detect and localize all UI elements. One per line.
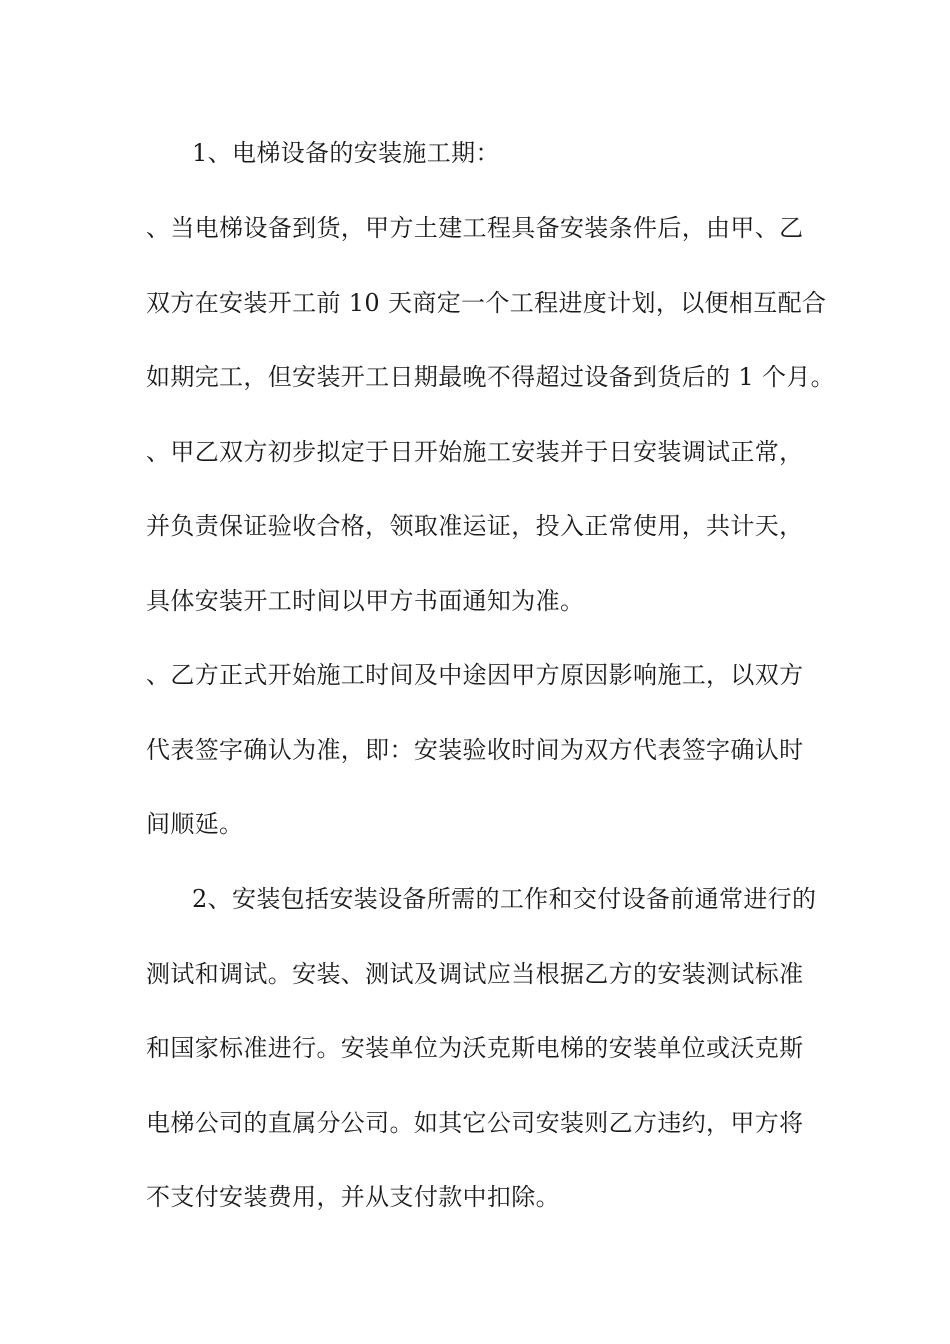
- paragraph-line: 间顺延。: [146, 810, 244, 838]
- paragraph-line: 双方在安装开工前 10 天商定一个工程进度计划，以便相互配合: [146, 289, 827, 317]
- paragraph-line: 如期完工，但安装开工日期最晚不得超过设备到货后的 1 个月。: [146, 363, 836, 391]
- paragraph-line: 代表签字确认为准，即：安装验收时间为双方代表签字确认时: [146, 736, 804, 764]
- paragraph-line: 测试和调试。安装、测试及调试应当根据乙方的安装测试标准: [146, 960, 804, 988]
- paragraph-line: 不支付安装费用，并从支付款中扣除。: [146, 1183, 560, 1211]
- paragraph-line: 、当电梯设备到货，甲方土建工程具备安装条件后，由甲、乙: [146, 214, 804, 242]
- paragraph-line: 、乙方正式开始施工时间及中途因甲方原因影响施工，以双方: [146, 661, 804, 689]
- paragraph-line: 电梯公司的直属分公司。如其它公司安装则乙方违约，甲方将: [146, 1109, 804, 1137]
- paragraph-line: 和国家标准进行。安装单位为沃克斯电梯的安装单位或沃克斯: [146, 1034, 804, 1062]
- paragraph-line: 、甲乙双方初步拟定于日开始施工安装并于日安装调试正常，: [146, 438, 804, 466]
- section-1-heading: 1、电梯设备的安装施工期：: [192, 139, 500, 167]
- paragraph-line: 并负责保证验收合格，领取准运证，投入正常使用，共计天，: [146, 512, 804, 540]
- section-2-line: 2、安装包括安装设备所需的工作和交付设备前通常进行的: [192, 885, 817, 913]
- paragraph-line: 具体安装开工时间以甲方书面通知为准。: [146, 587, 585, 615]
